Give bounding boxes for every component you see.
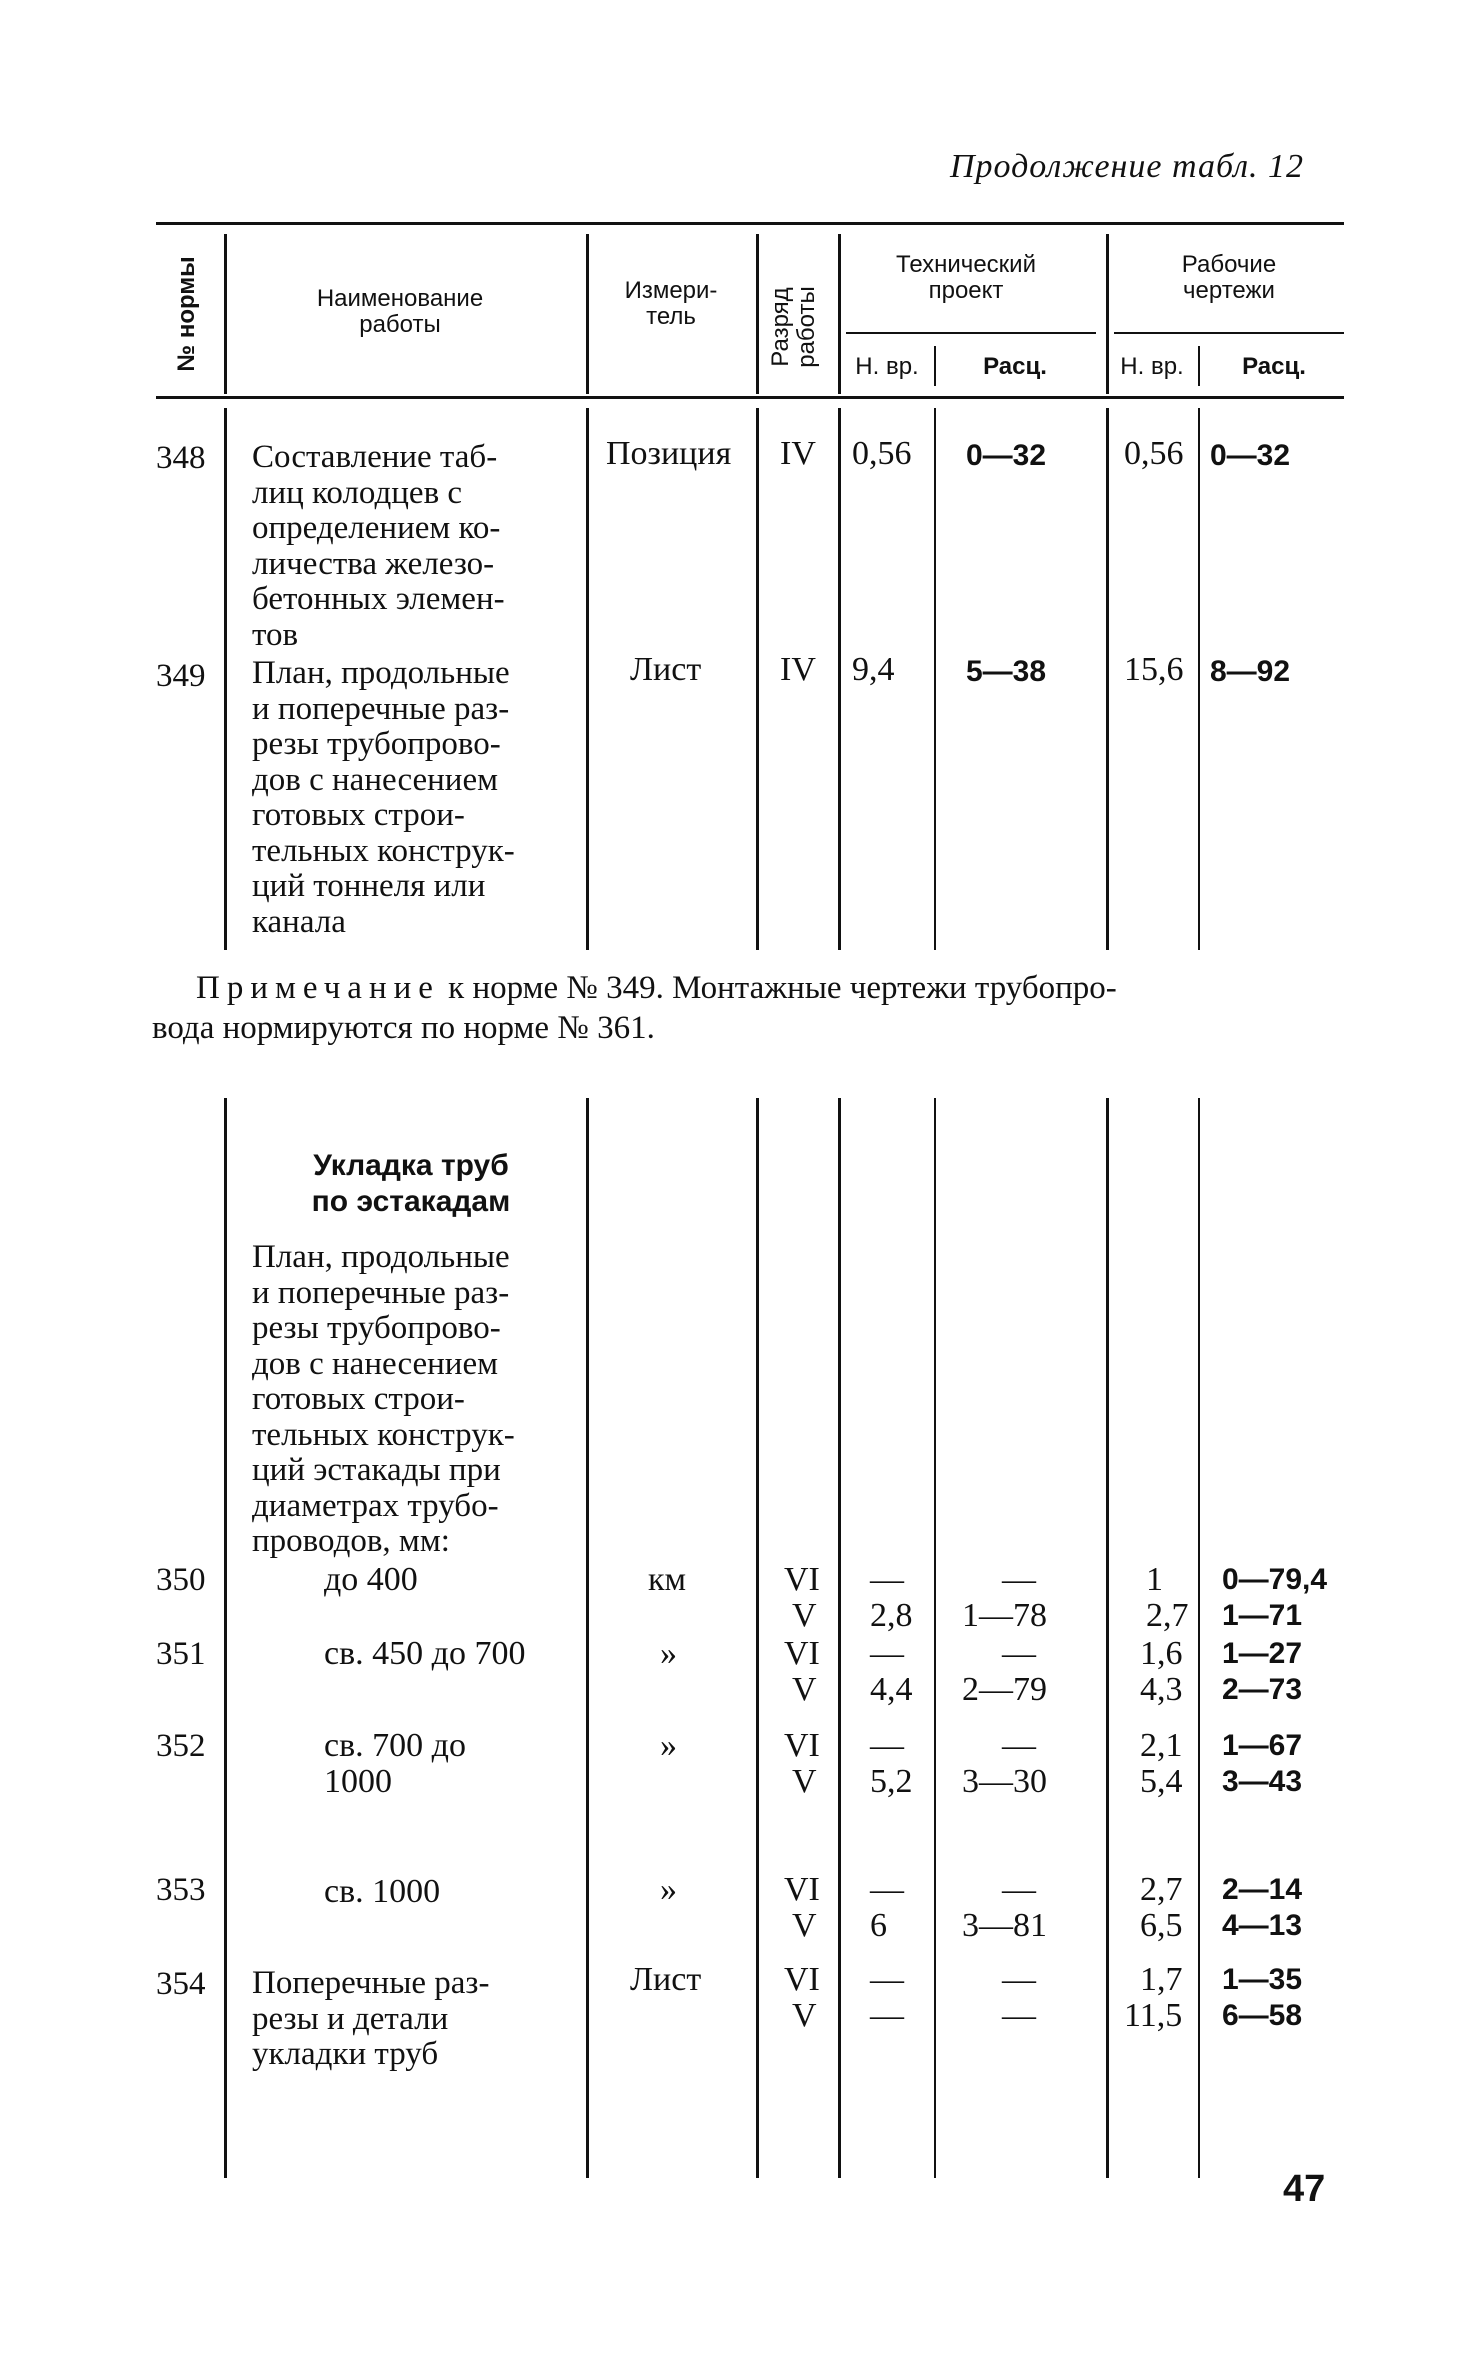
work-name: План, продольные и поперечные раз- резы трубопрово- дов с нанесением готовых строи- тельных конструк- ций тоннеля или канала [252, 655, 515, 940]
tp-time: — [870, 1727, 904, 1764]
wd-rate: 1—71 [1222, 1599, 1303, 1632]
wd-time: 1,7 [1140, 1961, 1183, 1998]
tp-rate: 3—30 [962, 1763, 1047, 1800]
norm-number: 353 [156, 1872, 206, 1908]
wd-time: 1,6 [1140, 1635, 1183, 1672]
col-work-name: Наименование работы [316, 285, 484, 338]
page-number: 47 [1283, 2168, 1326, 2210]
body2-vline-4 [838, 1098, 841, 2178]
tp-time: — [870, 1997, 904, 2034]
header-bottom-rule [156, 396, 1344, 399]
tp-time: 9,4 [852, 651, 895, 688]
header-top-rule [156, 222, 1344, 225]
unit: Лист [630, 651, 702, 688]
wd-time: 0,56 [1124, 435, 1184, 472]
work-name-line: 1000 [324, 1763, 392, 1800]
tp-rate: — [1002, 1871, 1036, 1908]
tp-rate: 3—81 [962, 1907, 1047, 1944]
col-working-drawings: Рабочие чертежи [1181, 251, 1277, 304]
tp-rate: 0—32 [966, 439, 1047, 472]
continuation-title: Продолжение табл. 12 [950, 148, 1305, 185]
wd-time: 15,6 [1124, 651, 1184, 688]
grade: V [792, 1671, 817, 1708]
wd-time: 2,7 [1140, 1871, 1183, 1908]
tp-time: — [870, 1635, 904, 1672]
section-title: Укладка труб по эстакадам [311, 1149, 511, 1218]
col-tp-time: Н. вр. [855, 353, 919, 380]
body2-vline-1 [224, 1098, 227, 2178]
work-name: Поперечные раз- резы и детали укладки труб [252, 1965, 490, 2072]
grade: V [792, 1907, 817, 1944]
note-text-2: вода нормируются по норме № 361. [152, 1010, 655, 1046]
work-name: св. 1000 [324, 1873, 441, 1910]
wd-time: 11,5 [1124, 1997, 1183, 2034]
tp-rate: — [1002, 1997, 1036, 2034]
wd-time: 5,4 [1140, 1763, 1183, 1800]
unit: » [660, 1871, 677, 1908]
tp-time: 6 [870, 1907, 887, 1944]
wd-rate: 4—13 [1222, 1909, 1303, 1942]
col-norm-no: № нормы [173, 256, 200, 372]
wd-rate: 1—67 [1222, 1729, 1303, 1762]
tp-rate: 1—78 [962, 1597, 1047, 1634]
wd-time: 6,5 [1140, 1907, 1183, 1944]
unit: Позиция [606, 435, 732, 472]
col-tech-project: Технический проект [896, 251, 1036, 304]
table-note [152, 968, 1330, 1048]
wd-rate: 1—27 [1222, 1637, 1303, 1670]
unit: » [660, 1635, 677, 1672]
note-label: Примечание [196, 970, 440, 1006]
body-vline-wd [1198, 408, 1200, 950]
norm-number: 350 [156, 1562, 206, 1598]
wd-rate: 0—79,4 [1222, 1563, 1328, 1596]
col-wd-time: Н. вр. [1120, 353, 1184, 380]
norm-number: 354 [156, 1966, 206, 2002]
body-vline-tp [934, 408, 936, 950]
hdr-vline-4 [838, 234, 841, 394]
work-name: Составление таб- лиц колодцев с определением ко- личества железо- бетонных элемен- тов [252, 439, 505, 653]
body2-vline-2 [586, 1098, 589, 2178]
body-vline-3 [756, 408, 759, 950]
grade: V [792, 1597, 817, 1634]
grade: V [792, 1763, 817, 1800]
grade: VI [784, 1727, 820, 1764]
body2-vline-3 [756, 1098, 759, 2178]
grade: VI [784, 1635, 820, 1672]
body2-vline-5 [1106, 1098, 1109, 2178]
wd-rate: 1—35 [1222, 1963, 1303, 1996]
grade: IV [780, 651, 816, 688]
unit: Лист [630, 1961, 702, 1998]
col-unit: Измери- тель [624, 277, 718, 330]
body-vline-1 [224, 408, 227, 950]
col-wd-rate: Расц. [1242, 353, 1306, 380]
hdr-vline-3 [756, 234, 759, 394]
body2-vline-wd [1198, 1098, 1200, 2178]
work-name: св. 450 до 700 [324, 1635, 526, 1672]
note-text: к норме № 349. Монтажные чертежи трубопро- [439, 970, 1117, 1006]
body-vline-5 [1106, 408, 1109, 950]
wd-rate: 3—43 [1222, 1765, 1303, 1798]
wd-time: 4,3 [1140, 1671, 1183, 1708]
hdr-vline-tp [934, 346, 936, 386]
wd-rate: 8—92 [1210, 655, 1291, 688]
hdr-vline-1 [224, 234, 227, 394]
body-vline-4 [838, 408, 841, 950]
wd-rate: 2—73 [1222, 1673, 1303, 1706]
unit: км [648, 1561, 687, 1598]
wd-time: 1 [1146, 1561, 1163, 1598]
grade: VI [784, 1961, 820, 1998]
tp-time: 5,2 [870, 1763, 913, 1800]
tp-time: — [870, 1961, 904, 1998]
grade: IV [780, 435, 816, 472]
section-intro: План, продольные и поперечные раз- резы трубопрово- дов с нанесением готовых строи- тельных конструк- ций эстакады при диаметрах трубо- проводов, мм: [252, 1239, 515, 1559]
tp-time: 0,56 [852, 435, 912, 472]
work-name-line: св. 700 до [324, 1727, 466, 1764]
norm-number: 349 [156, 658, 206, 694]
tp-rate: 5—38 [966, 655, 1047, 688]
tp-time: — [870, 1561, 904, 1598]
wd-time: 2,7 [1146, 1597, 1189, 1634]
col-grade: Разряд работы [767, 286, 820, 368]
body-vline-2 [586, 408, 589, 950]
col-tp-rate: Расц. [983, 353, 1047, 380]
grade: VI [784, 1871, 820, 1908]
tp-rate: 2—79 [962, 1671, 1047, 1708]
norm-number: 351 [156, 1636, 206, 1672]
hdr-vline-wd [1198, 346, 1200, 386]
tp-rate: — [1002, 1961, 1036, 1998]
tp-rate: — [1002, 1561, 1036, 1598]
wd-rate: 6—58 [1222, 1999, 1303, 2032]
wd-rate: 0—32 [1210, 439, 1291, 472]
tp-subheader-rule [846, 332, 1096, 334]
norm-number: 348 [156, 440, 206, 476]
tp-rate: — [1002, 1727, 1036, 1764]
body2-vline-tp [934, 1098, 936, 2178]
grade: VI [784, 1561, 820, 1598]
wd-time: 2,1 [1140, 1727, 1183, 1764]
hdr-vline-2 [586, 234, 589, 394]
tp-time: 2,8 [870, 1597, 913, 1634]
unit: » [660, 1727, 677, 1764]
wd-subheader-rule [1114, 332, 1344, 334]
tp-rate: — [1002, 1635, 1036, 1672]
grade: V [792, 1997, 817, 2034]
norm-number: 352 [156, 1728, 206, 1764]
wd-rate: 2—14 [1222, 1873, 1303, 1906]
tp-time: 4,4 [870, 1671, 913, 1708]
tp-time: — [870, 1871, 904, 1908]
work-name: до 400 [324, 1561, 418, 1598]
